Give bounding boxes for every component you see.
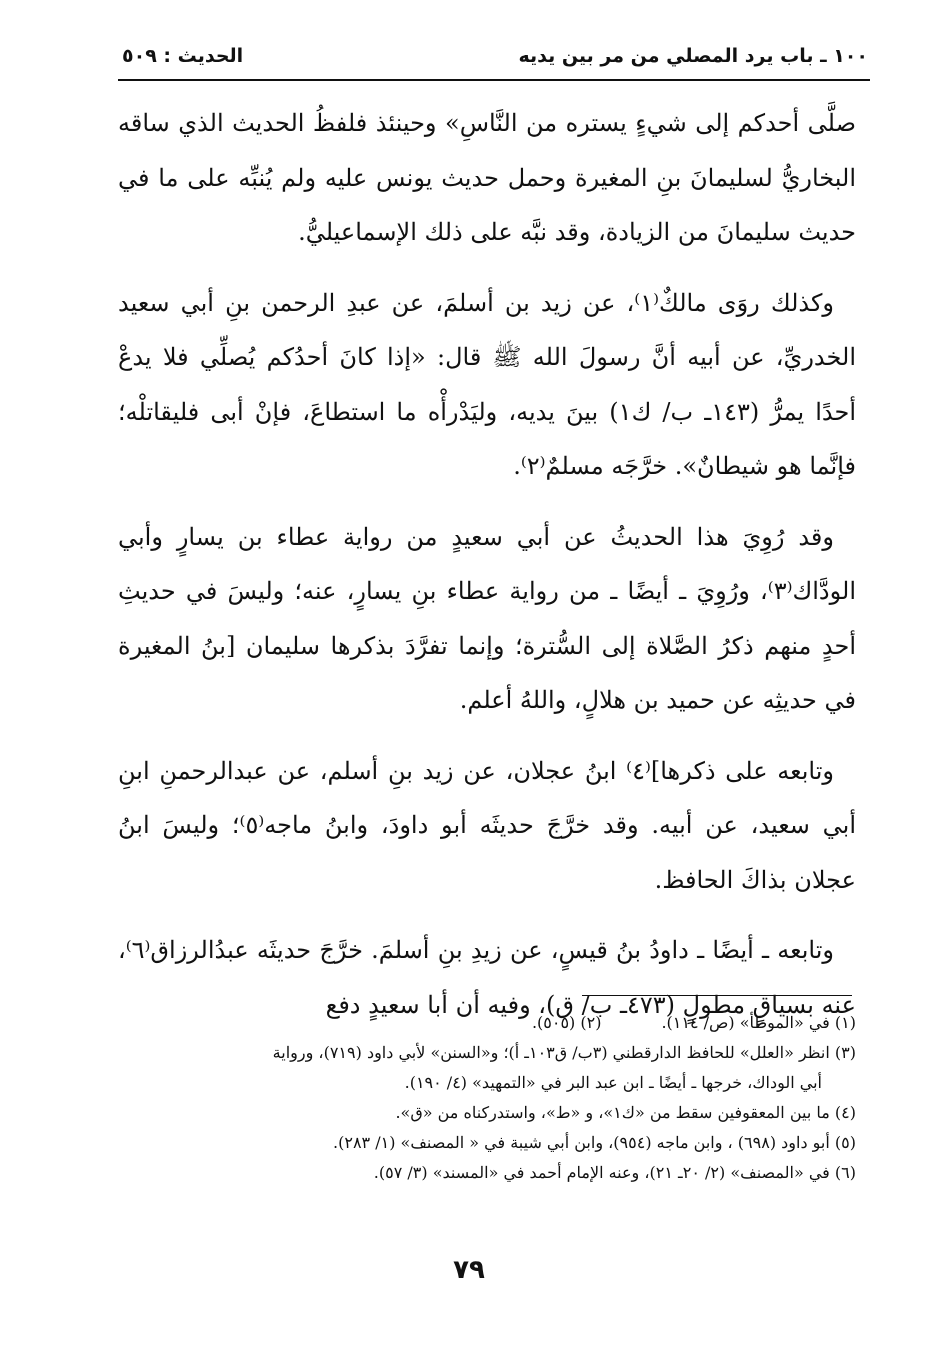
paragraph: وقد رُوِيَ هذا الحديثُ عن أبي سعيدٍ من رواية عطاء بن يسارٍ وأبي الودَّاك⁽٣⁾، ورُوِيَ ـ أيضًا ـ من رواية عطاء بنِ يسارٍ، عنه؛ وليسَ في حديثِ أحدٍ منهم ذكرُ الصَّلاة إلى السُّترة؛ وإنما تفرَّدَ بذكرها سليمان [بنُ المغيرة في حديثِه عن حميد بن هلالٍ، واللهُ أعلم. [118, 522, 856, 714]
footnote-5: (٥) أبو داود (٦٩٨) ، وابن ماجه (٩٥٤)، وابن أبي شيبة في « المصنف» (١/ ٢٨٣). [333, 1133, 856, 1152]
running-header [122, 38, 868, 74]
footnotes [112, 1008, 856, 1188]
paragraph: وتابعه على ذكرها]⁽٤⁾ ابنُ عجلان، عن زيد بنِ أسلم، عن عبدالرحمنِ ابنِ أبي سعيد، عن أبيه. وقد خرَّجَ حديثَه أبو داودَ، وابنُ ماجه⁽٥⁾؛ وليسَ ابنُ عجلان بذاكَ الحافظ. [118, 756, 857, 894]
chapter-title: ١٠٠ ـ باب يرد المصلي من مر بين يديه [518, 45, 868, 67]
footnote-3-continuation: أبي الوداك، خرجها ـ أيضًا ـ ابن عبد البر في «التمهيد» (٤/ ١٩٠). [404, 1073, 822, 1092]
footnote-divider [582, 995, 852, 996]
page-number: ٧٩ [453, 1255, 485, 1285]
footnote-2: (٢) (٥٠٥). [531, 1013, 602, 1032]
main-text [118, 96, 856, 1048]
footnote-4: (٤) ما بين المعقوفين سقط من «ك١»، و «ط»، واستدركناه من «ق». [395, 1103, 856, 1122]
footnote-6: (٦) في «المصنف» (٢/ ٢٠ـ ٢١)، وعنه الإمام أحمد في «المسند» (٣/ ٥٧). [373, 1163, 856, 1182]
footnote-1: (١) في «الموطأ» (ص/ ١١٤). [661, 1013, 856, 1032]
hadith-reference: الحديث : ٥٠٩ [122, 45, 244, 67]
paragraph: وتابعه ـ أيضًا ـ داودُ بنُ قيسٍ، عن زيدِ بنِ أسلمَ. خرَّجَ حديثَه عبدُالرزاق⁽٦⁾، عنه بسياقٍ مطولٍ (٤٧٣ـ ب/ ق)، وفيه أن أبا سعيدٍ دفع [118, 936, 856, 1019]
paragraph: صلَّى أحدكم إلى شيءٍ يستره من النَّاسِ» وحينئذ فلفظُ الحديث الذي ساقه البخاريُّ لسليمانَ بنِ المغيرة وحمل حديث يونس عليه ولم يُنبِّه على ما في حديث سليمانَ من الزيادة، وقد نبَّه على ذلك الإسماعيليُّ. [118, 109, 856, 246]
footnote-row [112, 1008, 856, 1038]
paragraph: وكذلك روَى مالكٌ⁽١⁾، عن زيد بن أسلمَ، عن عبدِ الرحمن بنِ أبي سعيد الخدريِّ، عن أبيه أنَّ رسولَ الله ﷺ قال: «إذا كانَ أحدُكم يُصلِّي فلا يدعْ أحدًا يمرُّ (١٤٣ـ ب/ ك١) بينَ يديه، وليَدْرأْه ما استطاعَ، فإنْ أبى فليقاتلْه؛ فإنَّما هو شيطانٌ». خرَّجَه مسلمٌ⁽٢⁾. [118, 288, 857, 480]
footnote-3: (٣) انظر «العلل» للحافظ الدارقطني (٣ب/ ق١٠٣ـ أ)؛ و«السنن» لأبي داود (٧١٩)، ورواية [272, 1043, 856, 1062]
header-divider [118, 79, 870, 81]
